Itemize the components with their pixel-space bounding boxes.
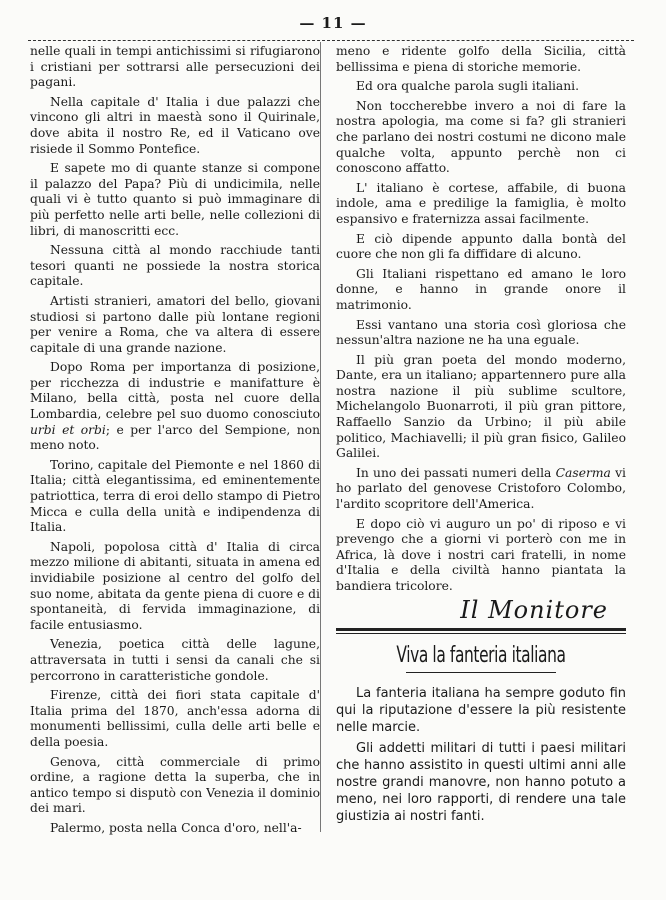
paragraph: Artisti stranieri, amatori del bello, giovani studiosi si partono dalle più lontane regioni per venire a Roma, che va altera di essere capitale di una grande nazione. bbox=[30, 293, 320, 355]
caserma-italic: Caserma bbox=[555, 465, 611, 480]
section-separator-thick bbox=[336, 628, 626, 631]
paragraph: nelle quali in tempi antichissimi si rifugiarono i cristiani per sottrarsi alle persecuzioni dei pagani. bbox=[30, 44, 320, 90]
page-number: — 11 — bbox=[299, 14, 367, 32]
paragraph: Il più gran poeta del mondo moderno, Dante, era un italiano; appartennero pure alla nostra nazione il più sublime scultore, Michelangolo Buonarroti, il più gran pittore, Raffaello Sanzio da Urbino; il più abile politico, Machiavelli; il più gran fisico, Galileo Galilei. bbox=[336, 352, 626, 461]
paragraph: Torino, capitale del Piemonte e nel 1860 di Italia; città elegantissima, ed eminentemente patriottica, terra di eroi dello stampo di Pietro Micca e culla della unità e indipendenza di Italia. bbox=[30, 457, 320, 535]
paragraph: L' italiano è cortese, affabile, di buona indole, ama e predilige la famiglia, è molto espansivo e fraternizza assai facilmente. bbox=[336, 180, 626, 226]
milano-italic: urbi et orbi bbox=[30, 422, 106, 437]
title-underline bbox=[406, 672, 556, 673]
caserma-before: In uno dei passati numeri della bbox=[356, 465, 556, 480]
paragraph: Firenze, città dei fiori stata capitale d' Italia prima del 1870, anch'essa adorna di monumenti bellissimi, culla delle arti belle e della poesia. bbox=[30, 688, 320, 749]
right-column bbox=[336, 44, 626, 829]
paragraph: meno e ridente golfo della Sicilia, città bellissima e piena di storiche memorie. bbox=[336, 44, 626, 74]
paragraph: Palermo, posta nella Conca d'oro, nell'a- bbox=[50, 820, 302, 835]
paragraph: E sapete mo di quante stanze si compone il palazzo del Papa? Più di undicimila, nelle quali vi è tutto quanto si può immaginare di più perfetto nelle arti belle, nelle collezioni di libri, di manoscritti ecc. bbox=[30, 161, 320, 238]
paragraph: E dopo ciò vi auguro un po' di riposo e vi prevengo che a giorni vi porterò con me in Africa, là dove i nostri cari fratelli, in nome d'Italia e della civiltà hanno piantata la bandiera tricolore. bbox=[336, 516, 626, 593]
paragraph: Nessuna città al mondo racchiude tanti tesori quanti ne possiede la nostra storica capitale. bbox=[30, 243, 320, 289]
column-divider bbox=[320, 42, 321, 832]
paragraph: Genova, città commerciale di primo ordine, a ragione detta la superba, che in antico tempo si disputò con Venezia il dominio dei mari. bbox=[30, 754, 320, 816]
caserma-after: vi ho parlato del genovese Cristoforo Colombo, l'ardito scopritore dell'America. bbox=[336, 465, 626, 512]
paragraph: Essi vantano una storia così gloriosa che nessun'altra nazione ne ha una eguale. bbox=[336, 317, 626, 348]
paragraph: Ed ora qualche parola sugli italiani. bbox=[356, 79, 580, 94]
milano-text: Dopo Roma per importanza di posizione, per ricchezza di industrie e manifatture è Milano, bella città, posta nel cuore della Lombardia, celebre pel suo duomo conosciuto bbox=[30, 360, 320, 422]
section-title: Viva la fanteria italiana bbox=[396, 643, 566, 669]
paragraph-caserma bbox=[336, 466, 626, 513]
section-separator-thin bbox=[336, 633, 626, 634]
signature: Il Monitore bbox=[460, 595, 608, 624]
paragraph-milano bbox=[30, 360, 320, 454]
paragraph: Non toccherebbe invero a noi di fare la nostra apologia, ma come si fa? gli stranieri che parlano dei nostri costumi ne dicono male qualche volta, appunto perchè non ci conoscono affatto. bbox=[336, 98, 626, 176]
paragraph: E ciò dipende appunto dalla bontà del cuore che non gli fa diffidare di alcuno. bbox=[336, 231, 626, 262]
paragraph: Napoli, popolosa città d' Italia di circa mezzo milione di abitanti, situata in amena ed invidiabile posizione al centro del golfo del suo nome, abitata da gente piena di cuore e di spontaneità, di fervida immaginazione, di facile entusiasmo. bbox=[30, 539, 320, 632]
paragraph: Gli addetti militari di tutti i paesi militari che hanno assistito in questi ultimi anni alle nostre grandi manovre, non hanno potuto a meno, nei loro rapporti, di rendere una tale giustizia ai nostri fanti. bbox=[336, 740, 626, 824]
left-column bbox=[30, 44, 320, 841]
paragraph: Gli Italiani rispettano ed amano le loro donne, e hanno in grande onore il matrimonio. bbox=[336, 266, 626, 312]
header-rule bbox=[28, 40, 634, 41]
fanteria-article bbox=[336, 685, 626, 825]
paragraph: Nella capitale d' Italia i due palazzi che vincono gli altri in maestà sono il Quirinale, dove abita il nostro Re, ed il Vaticano ove risiede il Sommo Pontefice. bbox=[30, 94, 320, 156]
milano-tail: ; e per l'arco del Sempione, non meno noto. bbox=[30, 422, 320, 453]
paragraph: La fanteria italiana ha sempre goduto fin qui la riputazione d'essere la più resistente nelle marcie. bbox=[336, 685, 626, 735]
paragraph: Venezia, poetica città delle lagune, attraversata in tutti i sensi da canali che si percorrono in caratteristiche gondole. bbox=[30, 637, 320, 683]
